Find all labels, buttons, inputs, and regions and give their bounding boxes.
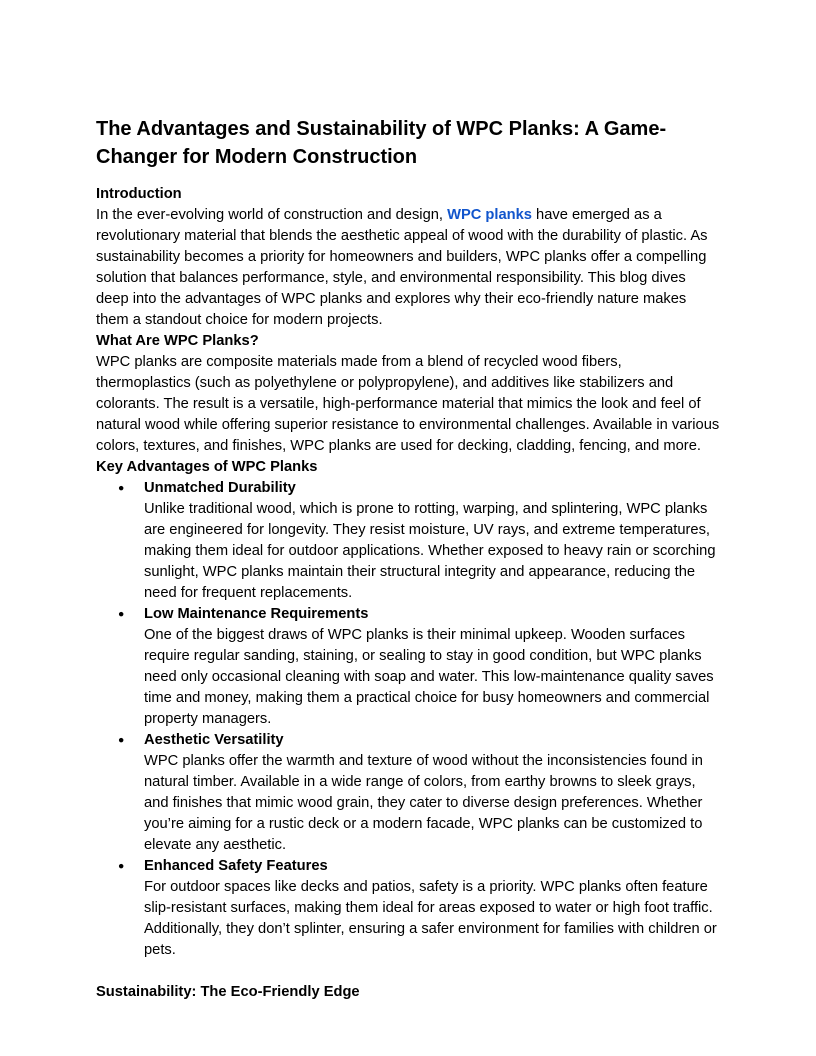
- advantage-term: ● Low Maintenance Requirements: [144, 606, 369, 622]
- introduction-paragraph: [96, 205, 720, 331]
- advantage-description: One of the biggest draws of WPC planks is their minimal upkeep. Wooden surfaces require regular sanding, staining, or sealing to stay in good condition, but WPC planks need only occasional cleaning with soap and water. This low-maintenance quality saves time and money, making them a practical choice for busy homeowners and commercial property managers.: [144, 627, 714, 727]
- list-item: [96, 604, 720, 730]
- advantage-description: WPC planks offer the warmth and texture of wood without the inconsistencies found in natural timber. Available in a wide range of colors, from earthy browns to sleek grays, and finishes that mimic wood grain, they cater to diverse design preferences. Whether you’re aiming for a rustic deck or a modern facade, WPC planks can be customized to elevate any aesthetic.: [144, 753, 703, 853]
- introduction-heading: Introduction: [96, 186, 182, 202]
- what-are-heading: What Are WPC Planks?: [96, 333, 259, 349]
- sustainability-heading: Sustainability: The Eco-Friendly Edge: [96, 984, 360, 1000]
- advantage-description: Unlike traditional wood, which is prone to rotting, warping, and splintering, WPC planks are engineered for longevity. They resist moisture, UV rays, and extreme temperatures, making them ideal for outdoor applications. Whether exposed to heavy rain or scorching sunlight, WPC planks maintain their structural integrity and appearance, reducing the need for frequent replacements.: [144, 501, 716, 601]
- page-title-line-1: The Advantages and Sustainability of WPC Planks: A Game-: [96, 118, 667, 140]
- page-title: [96, 115, 720, 171]
- advantage-term: ● Enhanced Safety Features: [144, 858, 328, 874]
- list-item: [96, 730, 720, 856]
- page-title-line-2: Changer for Modern Construction: [96, 146, 418, 168]
- advantage-description: For outdoor spaces like decks and patios, safety is a priority. WPC planks often feature slip-resistant surfaces, making them ideal for areas exposed to water or high foot traffic. Additionally, they don’t splinter, ensuring a safer environment for families with children or pets.: [144, 879, 717, 958]
- advantages-list: [96, 478, 720, 961]
- introduction-text-before-link: In the ever-evolving world of construction and design,: [96, 207, 448, 223]
- list-item: [96, 856, 720, 961]
- advantage-term: ● Unmatched Durability: [144, 480, 296, 496]
- wpc-planks-link[interactable]: WPC planks: [447, 207, 532, 223]
- introduction-text-after-link: have emerged as a revolutionary material that blends the aesthetic appeal of wood with the durability of plastic. As sustainability becomes a priority for homeowners and builders, WPC planks offer a compelling solution that balances performance, style, and environmental responsibility. This blog dives deep into the advantages of WPC planks and explores why their eco-friendly nature makes them a standout choice for modern projects.: [96, 207, 708, 328]
- list-item: [96, 478, 720, 604]
- advantages-heading: Key Advantages of WPC Planks: [96, 459, 318, 475]
- advantage-term: ● Aesthetic Versatility: [144, 732, 284, 748]
- what-are-paragraph: WPC planks are composite materials made from a blend of recycled wood fibers, thermoplastics (such as polyethylene or polypropylene), and additives like stabilizers and colorants. The result is a versatile, high-performance material that mimics the look and feel of natural wood while offering superior resistance to environmental challenges. Available in various colors, textures, and finishes, WPC planks are used for decking, cladding, fencing, and more.: [96, 354, 720, 454]
